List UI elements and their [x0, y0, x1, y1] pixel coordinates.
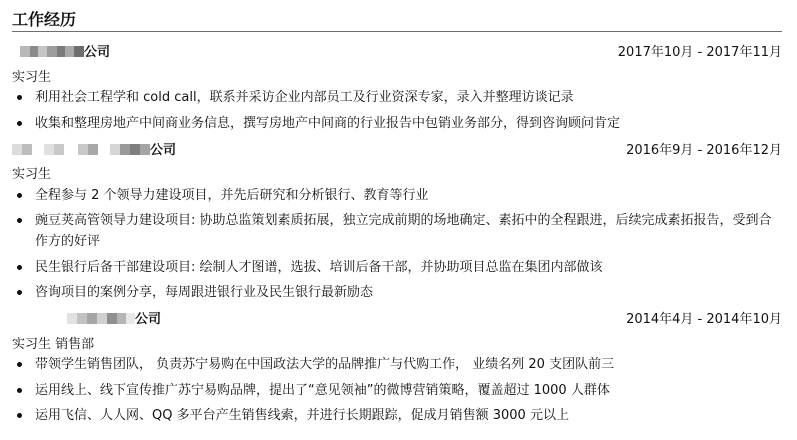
list-item: 带领学生销售团队， 负责苏宁易购在中国政法大学的品牌推广与代购工作， 业绩名列 20 支团队前三	[35, 354, 780, 375]
job-role: 实习生	[12, 70, 52, 85]
list-item: 利用社会工程学和 cold call，联系并采访企业内部员工及行业资深专家，录入并整理访谈记录	[35, 87, 780, 108]
redacted-mosaic	[67, 313, 135, 328]
list-item: 运用线上、线下宣传推广苏宁易购品牌，提出了“意见领袖”的微博营销策略，覆盖超过 1000 人群体	[35, 380, 780, 401]
company-name	[12, 41, 110, 61]
section-divider	[12, 31, 782, 32]
job-date: 2016年9月 - 2016年12月	[626, 143, 782, 158]
company-name	[12, 139, 176, 159]
list-item: 咨询项目的案例分享，每周跟进银行业及民生银行最新励态	[35, 282, 780, 303]
job-header	[12, 41, 782, 61]
list-item: 收集和整理房地产中间商业务信息，撰写房地产中间商的行业报告中包销业务部分，得到咨询顾问肯定	[35, 113, 780, 134]
company-suffix: 公司	[135, 312, 162, 327]
job-date: 2014年4月 - 2014年10月	[626, 312, 782, 327]
company-suffix: 公司	[150, 143, 177, 158]
company-name	[12, 308, 161, 328]
job-date: 2017年10月 - 2017年11月	[617, 45, 782, 60]
section-title: 工作经历	[12, 10, 77, 29]
list-item: 豌豆荚高管领导力建设项目: 协助总监策划素质拓展，独立完成前期的场地确定、素拓中的全程跟进，后续完成素拓报告，受到合作方的好评	[35, 210, 780, 252]
job-role: 实习生	[12, 167, 52, 182]
redacted-mosaic	[20, 46, 84, 61]
list-item: 全程参与 2 个领导力建设项目，并先后研究和分析银行、教育等行业	[35, 185, 780, 206]
job-header	[12, 139, 782, 159]
list-item: 民生银行后备干部建设项目: 绘制人才图谱，选拔、培训后备干部，并协助项目总监在集团内部做该	[35, 257, 780, 278]
redacted-mosaic	[12, 144, 150, 159]
job-header	[12, 308, 782, 328]
job-role: 实习生 销售部	[12, 337, 95, 352]
company-suffix: 公司	[84, 45, 111, 60]
list-item: 运用飞信、人人网、QQ 多平台产生销售线索，并进行长期跟踪，促成月销售额 3000 元以上	[35, 405, 780, 426]
